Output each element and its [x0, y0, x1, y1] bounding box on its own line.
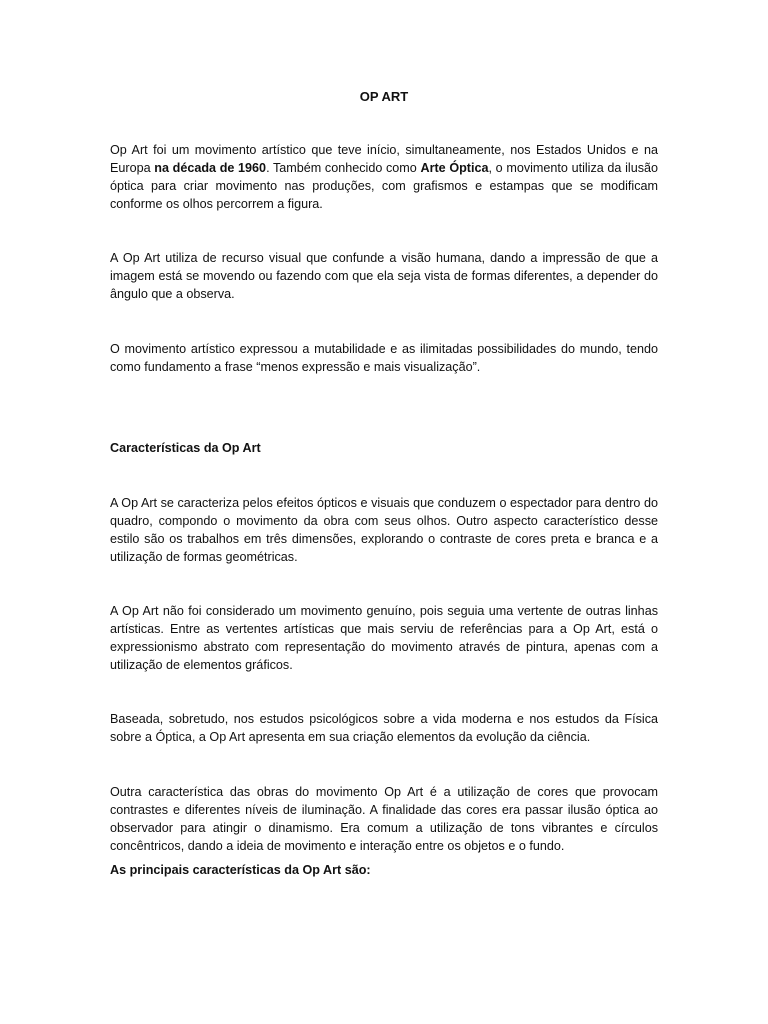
paragraph-psychological-studies: Baseada, sobretudo, nos estudos psicológicos sobre a vida moderna e nos estudos da Física sobre a Óptica, a Op Art apresenta em sua criação elementos da evolução da ciência. — [110, 712, 658, 744]
document-title: OP ART — [359, 89, 409, 104]
section-heading-characteristics: Características da Op Art — [110, 441, 261, 455]
paragraph-colors: Outra característica das obras do movimento Op Art é a utilização de cores que provocam contrastes e diferentes níveis de iluminação. A finalidade das cores era passar ilusão óptica ao observador para atingir o dinamismo. Era comum a utilização de tons vibrantes e círculos concêntricos, dando a ideia de movimento e interação entre os objetos e o fundo. — [110, 785, 658, 853]
paragraph-intro-bold-arte-optica: Arte Óptica — [420, 161, 489, 175]
paragraph-intro-bold-decade: na década de 1960 — [154, 161, 267, 175]
paragraph-visual-resource: A Op Art utiliza de recurso visual que confunde a visão humana, dando a impressão de que a imagem está se movendo ou fazendo com que ela seja vista de formas diferentes, a depender do ângulo que a observa. — [110, 251, 658, 301]
paragraph-intro-text-1: Op Art foi um movimento artístico que teve início, simultaneamente, nos Estados Unidos e na Europa — [110, 143, 658, 175]
section-heading-main-characteristics: As principais características da Op Art são: — [110, 863, 371, 877]
paragraph-intro — [110, 141, 658, 213]
paragraph-mutability: O movimento artístico expressou a mutabilidade e as ilimitadas possibilidades do mundo, tendo como fundamento a frase “menos expressão e mais visualização”. — [110, 342, 658, 374]
paragraph-intro-text-2: . Também conhecido como — [266, 161, 421, 175]
paragraph-intro-text-3: , o movimento utiliza da ilusão óptica para criar movimento nas produções, com grafismos e estampas que se modificam conforme os olhos percorrem a figura. — [110, 161, 659, 211]
paragraph-optical-effects: A Op Art se caracteriza pelos efeitos ópticos e visuais que conduzem o espectador para dentro do quadro, compondo o movimento da obra com seus olhos. Outro aspecto característico desse estilo são os trabalhos em três dimensões, explorando o contraste de cores preta e branca e a utilização de formas geométricas. — [110, 496, 658, 564]
paragraph-genuine-movement: A Op Art não foi considerado um movimento genuíno, pois seguia uma vertente de outras linhas artísticas. Entre as vertentes artísticas que mais serviu de referências para a Op Art, está o expressionismo abstrato com representação do movimento através de pintura, apenas com a utilização de elementos gráficos. — [110, 604, 658, 672]
